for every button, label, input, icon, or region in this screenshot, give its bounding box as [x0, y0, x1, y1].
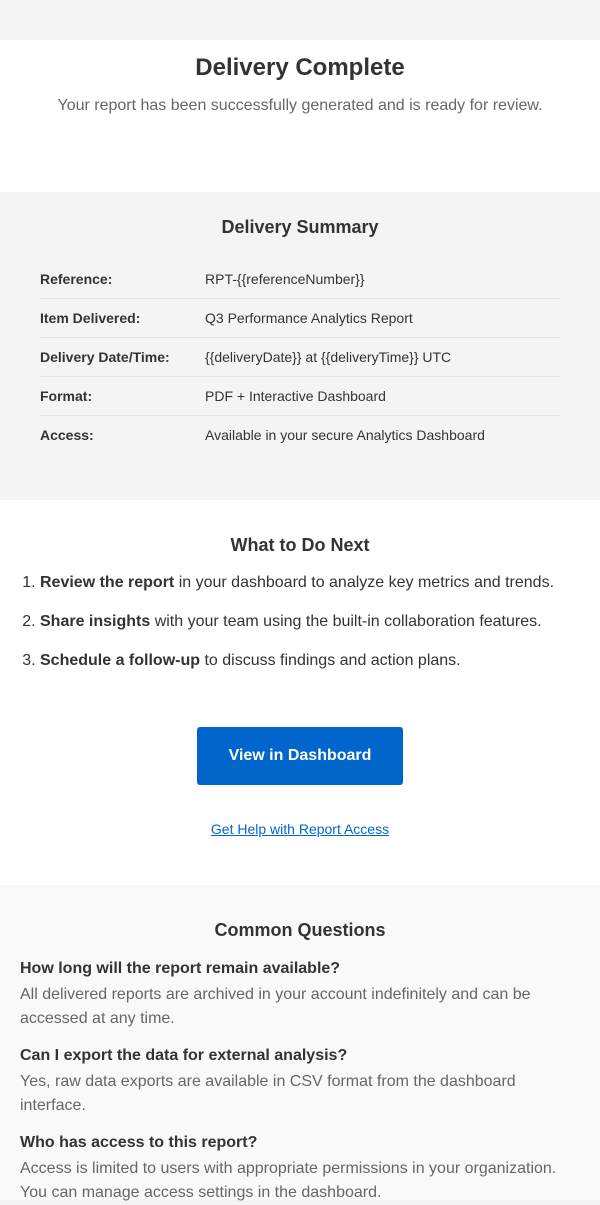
- faq-answer: Yes, raw data exports are available in CSV format from the dashboard interface.: [20, 1073, 516, 1114]
- next-step-item: [40, 651, 580, 671]
- next-step-emphasis: Schedule a follow-up: [40, 652, 201, 669]
- faq-question: Who has access to this report?: [20, 1134, 258, 1151]
- summary-label: Delivery Date/Time:: [40, 349, 170, 365]
- faq-item: [20, 1046, 580, 1118]
- next-steps-heading: What to Do Next: [230, 535, 370, 555]
- summary-label: Reference:: [40, 271, 113, 287]
- next-step-emphasis: Review the report: [40, 574, 175, 591]
- help-link-container: [20, 821, 580, 839]
- page-title: Delivery Complete: [195, 54, 405, 81]
- hero-section: [0, 40, 600, 192]
- summary-value: PDF + Interactive Dashboard: [205, 388, 386, 404]
- faq-question: Can I export the data for external analysis?: [20, 1047, 348, 1064]
- next-step-text: with your team using the built-in collaboration features.: [150, 613, 542, 630]
- summary-row-reference: [40, 260, 560, 299]
- summary-label: Item Delivered:: [40, 310, 141, 326]
- delivery-summary-section: [0, 192, 600, 500]
- faq-answer: All delivered reports are archived in your account indefinitely and can be accessed at any time.: [20, 986, 531, 1027]
- faq-item: [20, 959, 580, 1031]
- common-questions-heading: Common Questions: [214, 920, 386, 940]
- top-spacer: [0, 0, 600, 40]
- summary-label: Format:: [40, 388, 93, 404]
- cta-container: [20, 727, 580, 785]
- faq-item: [20, 1133, 580, 1205]
- summary-value: RPT-{{referenceNumber}}: [205, 271, 365, 287]
- next-steps-list: [20, 573, 580, 671]
- summary-row-datetime: [40, 338, 560, 377]
- common-questions-section: [0, 885, 600, 1200]
- next-step-item: [40, 612, 580, 632]
- summary-label: Access:: [40, 427, 94, 443]
- view-in-dashboard-button[interactable]: View in Dashboard: [197, 727, 403, 785]
- delivery-summary-heading: Delivery Summary: [221, 217, 379, 237]
- faq-answer: Access is limited to users with appropriate permissions in your organization. You can manage access settings in the dashboard.: [20, 1160, 557, 1201]
- page-subtitle: Your report has been successfully generated and is ready for review.: [57, 97, 543, 114]
- delivery-summary-table: [40, 260, 560, 454]
- summary-row-item: [40, 299, 560, 338]
- faq-question: How long will the report remain available?: [20, 960, 341, 977]
- next-step-text: to discuss findings and action plans.: [200, 652, 461, 669]
- summary-row-format: [40, 377, 560, 416]
- get-help-link[interactable]: Get Help with Report Access: [210, 821, 390, 837]
- next-step-item: [40, 573, 580, 593]
- summary-value: {{deliveryDate}} at {{deliveryTime}} UTC: [205, 349, 452, 365]
- summary-row-access: [40, 416, 560, 454]
- next-steps-section: [0, 500, 600, 885]
- summary-value: Q3 Performance Analytics Report: [205, 310, 413, 326]
- summary-value: Available in your secure Analytics Dashboard: [205, 427, 485, 443]
- next-step-emphasis: Share insights: [40, 613, 151, 630]
- next-step-text: in your dashboard to analyze key metrics and trends.: [174, 574, 555, 591]
